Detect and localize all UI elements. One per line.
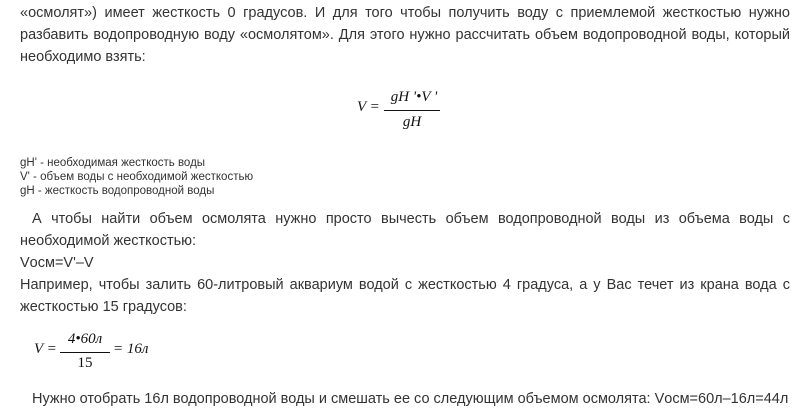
conclusion: Нужно отобрать 16л водопроводной воды и смешать ее со следующим объемом осмолята: Vосм=60л–16л=44л bbox=[32, 391, 789, 407]
formula-1-fraction-bar bbox=[384, 110, 440, 111]
vosm-formula: Vосм=V'–V bbox=[20, 255, 94, 271]
formula-1-numerator: gH '•V ' bbox=[390, 89, 438, 105]
legend-gh: gH - жесткость водопроводной воды bbox=[20, 185, 215, 197]
paragraph-1-line-1: «осмолят») имеет жесткость 0 градусов. И для того чтобы получить воду с приемлемой жесткостью нужно bbox=[20, 5, 790, 21]
formula-1-denominator: gH bbox=[402, 114, 422, 130]
legend-v-prime: V' - объем воды с необходимой жесткостью bbox=[20, 171, 254, 183]
paragraph-1-line-3: необходимо взять: bbox=[20, 49, 146, 65]
formula-2-fraction-bar bbox=[60, 352, 110, 353]
formula-2-lhs: V = bbox=[34, 341, 57, 357]
paragraph-2-line-1: А чтобы найти объем осмолята нужно просто вычесть объем водопроводной воды из объема воды с bbox=[32, 211, 790, 227]
formula-2-result: = 16л bbox=[113, 341, 149, 357]
formula-1-lhs: V = bbox=[357, 99, 380, 115]
paragraph-1-line-2: разбавить водопроводную воду «осмолятом». Для этого нужно рассчитать объем водопроводной воды, который bbox=[20, 27, 790, 43]
formula-2-denominator: 15 bbox=[77, 355, 93, 371]
paragraph-3-line-2: жесткостью 15 градусов: bbox=[20, 299, 187, 315]
formula-2-numerator: 4•60л bbox=[67, 331, 103, 347]
paragraph-2-line-2: необходимой жесткостью: bbox=[20, 233, 197, 249]
legend-gh-prime: gH' - необходимая жесткость воды bbox=[20, 157, 206, 169]
paragraph-3-line-1: Например, чтобы залить 60-литровый аквариум водой с жесткостью 4 градуса, а у Вас течет из крана вода с bbox=[20, 277, 790, 293]
